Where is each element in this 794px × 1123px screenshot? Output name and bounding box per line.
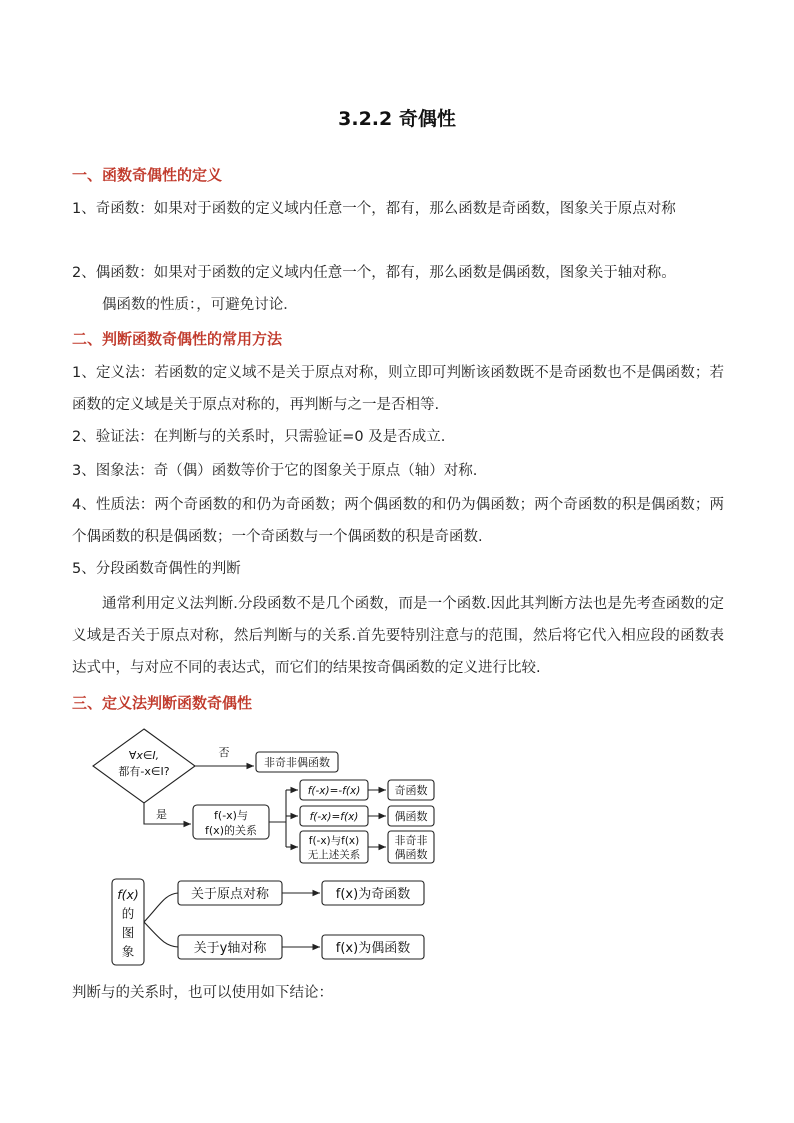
paragraph-piecewise-detail: 通常利用定义法判断.分段函数不是几个函数，而是一个函数.因此其判断方法也是先考查函数的定义域是否关于原点对称，然后判断与的关系.首先要特别注意与的范围，然后将它代入相应段的函数表达式中，与对应不同的表达式，而它们的结果按奇偶函数的定义进行比较. <box>72 596 724 676</box>
graph-curve-lower <box>144 922 178 947</box>
no-label: 否 <box>218 746 230 759</box>
yes-label: 是 <box>156 808 167 821</box>
section-heading-methods: 二、判断函数奇偶性的常用方法 <box>72 330 283 348</box>
paragraph-conclusion: 判断与的关系时，也可以使用如下结论： <box>72 985 333 1001</box>
graph-curve-upper <box>144 893 178 922</box>
sym-y-text: 关于y轴对称 <box>193 941 267 956</box>
result-none-text-line1: 非奇非 <box>394 834 428 847</box>
cond-odd-text: f(-x)=-f(x) <box>307 785 361 797</box>
paragraph-odd-function: 1、奇函数：如果对于函数的定义域内任意一个，都有，那么函数是奇函数，图象关于原点对称 <box>72 201 676 217</box>
graph-left-line1: f(x) <box>117 887 139 902</box>
cond-even-text: f(-x)=f(x) <box>309 811 359 823</box>
paragraph-piecewise-heading: 5、分段函数奇偶性的判断 <box>72 561 241 577</box>
section-heading-definition: 一、函数奇偶性的定义 <box>72 166 223 184</box>
section-heading-definition-method: 三、定义法判断函数奇偶性 <box>72 694 253 712</box>
relation-text-line1: f(-x)与 <box>214 809 248 822</box>
result-none-text-line2: 偶函数 <box>394 848 428 861</box>
res-even-text: f(x)为偶函数 <box>335 941 411 956</box>
result-even-text: 偶函数 <box>394 810 428 823</box>
paragraph-even-property: 偶函数的性质：，可避免讨论． <box>102 297 298 313</box>
paragraph-verification-method: 2、验证法：在判断与的关系时，只需验证=0 及是否成立. <box>72 429 446 445</box>
res-odd-text: f(x)为奇函数 <box>335 887 411 902</box>
paragraph-even-function: 2、偶函数：如果对于函数的定义域内任意一个，都有，那么函数是偶函数，图象关于轴对称。 <box>72 265 676 281</box>
not-odd-even-text: 非奇非偶函数 <box>264 756 330 769</box>
sym-origin-text: 关于原点对称 <box>190 887 270 902</box>
yes-arrow <box>144 803 191 824</box>
relation-text-line2: f(x)的关系 <box>205 824 257 837</box>
paragraph-graph-method: 3、图象法：奇（偶）函数等价于它的图象关于原点（轴）对称. <box>72 463 478 479</box>
diamond-text-line2: 都有-x∈I? <box>118 765 170 778</box>
cond-none-text-line1: f(-x)与f(x) <box>308 835 360 847</box>
diamond-text-line1: ∀x∈I, <box>128 749 160 762</box>
graph-left-line2: 的 <box>121 906 135 921</box>
graph-left-line3: 图 <box>121 925 135 940</box>
paragraph-property-method: 4、性质法：两个奇函数的和仍为奇函数；两个偶函数的和仍为偶函数；两个奇函数的积是偶函数；两个偶函数的积是偶函数；一个奇函数与一个偶函数的积是奇函数. <box>72 497 724 545</box>
graph-left-line4: 象 <box>121 944 135 959</box>
result-odd-text: 奇函数 <box>394 784 428 797</box>
paragraph-definition-method: 1、定义法：若函数的定义域不是关于原点对称，则立即可判断该函数既不是奇函数也不是偶函数；若函数的定义域是关于原点对称的，再判断与之一是否相等. <box>72 365 724 413</box>
cond-none-text-line2: 无上述关系 <box>307 849 361 861</box>
page-title: 3.2.2 奇偶性 <box>338 108 456 130</box>
